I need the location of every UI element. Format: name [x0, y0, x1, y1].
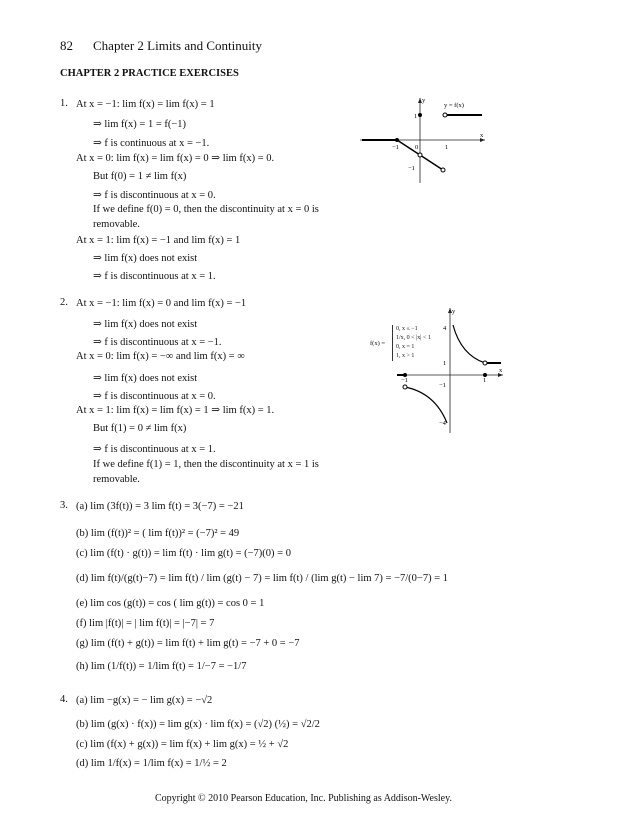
line: removable.: [93, 219, 140, 230]
case: 0, x = 1: [396, 344, 415, 350]
exercise-number: 3.: [60, 500, 68, 511]
tick-label: −1: [408, 165, 415, 172]
y-axis-label: y: [452, 308, 456, 315]
line: ⇒ lim f(x) does not exist: [93, 373, 198, 384]
point-open: [418, 153, 422, 157]
point-open: [441, 168, 445, 172]
tick-label: −1: [392, 144, 399, 151]
line: At x = 0: lim f(x) = −∞ and lim f(x) = ∞: [76, 351, 245, 362]
part-f: (f) lim |f(t)| = | lim f(t)| = |−7| = 7: [76, 618, 215, 629]
line: ⇒ f is discontinuous at x = 0.: [93, 190, 216, 201]
point-closed: [418, 113, 422, 117]
part-d: (d) lim f(t)/(g(t)−7) = lim f(t) / lim (g(t) − 7) = lim f(t) / (lim g(t) − lim 7) = −7/(0−7) = 1: [76, 573, 449, 584]
line: But f(1) = 0 ≠ lim f(x): [93, 423, 187, 434]
line: ⇒ lim f(x) = 1 = f(−1): [93, 119, 187, 130]
tick-label: −4: [439, 420, 446, 427]
line: ⇒ lim f(x) does not exist: [93, 253, 198, 264]
tick-label: −1: [439, 382, 446, 389]
tick-label: 1: [443, 360, 447, 367]
piecewise-graph-2: [395, 305, 505, 435]
case: 1, x > 1: [396, 353, 415, 359]
graph-label: y = f(x): [444, 102, 464, 109]
point-closed: [395, 138, 399, 142]
section-title: CHAPTER 2 PRACTICE EXERCISES: [60, 68, 239, 79]
case: 0, x ≤ −1: [396, 326, 418, 332]
part-g: (g) lim (f(t) + g(t)) = lim f(t) + lim g(t) = −7 + 0 = −7: [76, 638, 300, 649]
tick-label: 1: [483, 377, 487, 384]
curve-left: [405, 387, 447, 423]
part-b: (b) lim (g(x) · f(x)) = lim g(x) · lim f(x) = (√2) (½) = √2/2: [76, 719, 320, 730]
curve-right: [453, 325, 485, 363]
line: At x = −1: lim f(x) = 0 and lim f(x) = −1: [76, 298, 247, 309]
part-e: (e) lim cos (g(t)) = cos ( lim g(t)) = cos 0 = 1: [76, 598, 265, 609]
part-h: (h) lim (1/f(t)) = 1/lim f(t) = 1/−7 = −1/7: [76, 661, 247, 672]
exercise-number: 4.: [60, 694, 68, 705]
case: 1/x, 0 < |x| < 1: [396, 335, 431, 341]
line: ⇒ f is discontinuous at x = 1.: [93, 444, 216, 455]
tick-label: 0: [415, 144, 419, 151]
line: removable.: [93, 474, 140, 485]
line: If we define f(1) = 1, then the discontinuity at x = 1 is: [93, 459, 319, 470]
line: ⇒ f is discontinuous at x = 1.: [93, 271, 216, 282]
part-b: (b) lim (f(t))² = ( lim f(t))² = (−7)² = 49: [76, 528, 240, 539]
tick-label: 4: [443, 325, 447, 332]
line: ⇒ f is continuous at x = −1.: [93, 138, 210, 149]
point-open: [483, 361, 487, 365]
tick-label: 1: [445, 144, 449, 151]
part-c: (c) lim (f(t) · g(t)) = lim f(t) · lim g(t) = (−7)(0) = 0: [76, 548, 291, 559]
part-c: (c) lim (f(x) + g(x)) = lim f(x) + lim g(x) = ½ + √2: [76, 739, 289, 750]
x-axis-label: x: [480, 132, 484, 139]
tick-label: −1: [401, 377, 408, 384]
point-open: [403, 385, 407, 389]
y-axis-label: y: [422, 97, 426, 104]
line: At x = −1: lim f(x) = lim f(x) = 1: [76, 99, 215, 110]
part-a: (a) lim (3f(t)) = 3 lim f(t) = 3(−7) = −21: [76, 501, 244, 512]
piecewise-definition: [370, 340, 385, 347]
line: If we define f(0) = 0, then the discontinuity at x = 0 is: [93, 204, 319, 215]
exercise-number: 2.: [60, 297, 68, 308]
x-axis-label: x: [499, 367, 503, 374]
copyright-footer: Copyright © 2010 Pearson Education, Inc. Publishing as Addison-Wesley.: [155, 793, 452, 804]
line: At x = 1: lim f(x) = −1 and lim f(x) = 1: [76, 235, 241, 246]
chapter-title: Chapter 2 Limits and Continuity: [93, 38, 262, 53]
line: At x = 1: lim f(x) = lim f(x) = 1 ⇒ lim f(x) = 1.: [76, 405, 275, 416]
tick-label: 1: [414, 113, 418, 120]
line: But f(0) = 1 ≠ lim f(x): [93, 171, 187, 182]
line: ⇒ f is discontinuous at x = −1.: [93, 337, 222, 348]
part-d: (d) lim 1/f(x) = 1/lim f(x) = 1/½ = 2: [76, 758, 227, 769]
page-number: 82: [60, 38, 73, 53]
line: ⇒ f is discontinuous at x = 0.: [93, 391, 216, 402]
function-label: f(x) =: [370, 340, 386, 347]
part-a: (a) lim −g(x) = − lim g(x) = −√2: [76, 695, 213, 706]
piecewise-graph-1: [360, 95, 490, 185]
exercise-number: 1.: [60, 98, 68, 109]
line: ⇒ lim f(x) does not exist: [93, 319, 198, 330]
line: At x = 0: lim f(x) = lim f(x) = 0 ⇒ lim f(x) = 0.: [76, 153, 275, 164]
point-open: [443, 113, 447, 117]
